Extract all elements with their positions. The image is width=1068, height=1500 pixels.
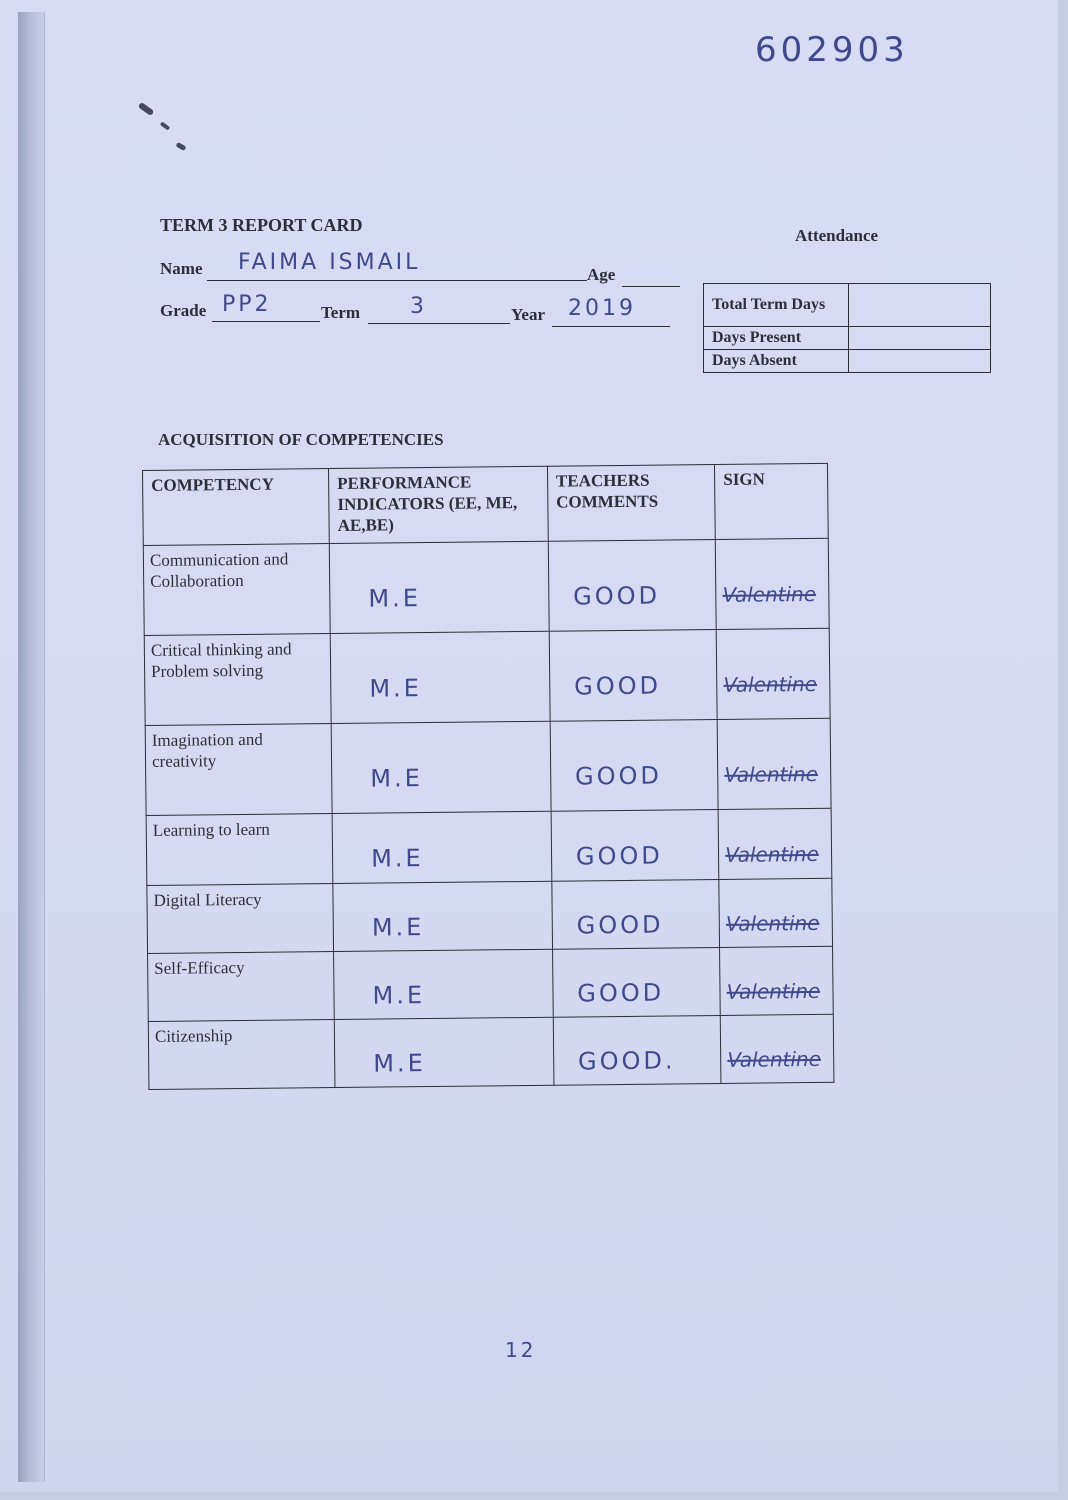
- year-value[interactable]: 2019: [568, 296, 636, 321]
- teacher-comment[interactable]: GOOD: [552, 879, 720, 949]
- teacher-comment[interactable]: GOOD: [549, 629, 717, 721]
- competency-table: [142, 463, 834, 1090]
- signature-text: Valentine: [726, 978, 821, 1004]
- age-line: [622, 268, 680, 287]
- serial-number: 602903: [755, 30, 909, 70]
- term-label: Term: [321, 303, 361, 322]
- teacher-signature: [717, 718, 831, 809]
- grade-label: Grade: [160, 301, 207, 320]
- attendance-value[interactable]: [849, 350, 991, 373]
- page-number: 12: [505, 1338, 537, 1362]
- header-sign: SIGN: [715, 463, 829, 539]
- teacher-signature: [719, 878, 833, 947]
- performance-indicator[interactable]: M.E: [330, 631, 550, 723]
- attendance-table: [703, 283, 991, 373]
- page-binding-edge: [18, 12, 45, 1482]
- term-value[interactable]: 3: [410, 294, 427, 319]
- performance-indicator[interactable]: M.E: [331, 721, 551, 813]
- attendance-value[interactable]: [849, 327, 991, 350]
- ink-mark: [175, 142, 186, 151]
- competency-row: [146, 808, 832, 885]
- signature-text: Valentine: [727, 1046, 822, 1072]
- teacher-comment[interactable]: GOOD.: [553, 1015, 721, 1085]
- signature-text: Valentine: [725, 910, 820, 936]
- teacher-signature: [715, 538, 829, 629]
- competency-name: Imagination and creativity: [145, 724, 332, 816]
- teacher-signature: [720, 1014, 834, 1083]
- teacher-comment[interactable]: GOOD: [550, 719, 718, 811]
- header-competency: COMPETENCY: [143, 469, 330, 546]
- signature-text: Valentine: [724, 761, 819, 787]
- competency-name: Digital Literacy: [147, 884, 334, 954]
- attendance-row: [704, 284, 991, 327]
- attendance-label: Days Present: [704, 327, 849, 350]
- signature-text: Valentine: [725, 841, 819, 867]
- header-comments: TEACHERS COMMENTS: [547, 465, 715, 542]
- attendance-row: [704, 350, 991, 373]
- grade-value[interactable]: PP2: [222, 292, 272, 317]
- performance-indicator[interactable]: M.E: [329, 541, 549, 633]
- performance-indicator[interactable]: M.E: [332, 811, 552, 883]
- ink-mark: [160, 121, 170, 130]
- teacher-signature: [718, 808, 832, 879]
- year-label: Year: [511, 305, 545, 324]
- attendance-row: [704, 327, 991, 350]
- teacher-signature: [716, 628, 830, 719]
- header-indicators: PERFORMANCE INDICATORS (EE, ME, AE,BE): [329, 466, 549, 543]
- attendance-title: Attendance: [795, 226, 879, 245]
- teacher-comment[interactable]: GOOD: [552, 947, 720, 1017]
- competency-name: Critical thinking and Problem solving: [144, 634, 331, 726]
- term-line: [368, 305, 510, 324]
- report-title: TERM 3 REPORT CARD: [160, 215, 363, 235]
- age-label: Age: [587, 265, 616, 284]
- attendance-label: Total Term Days: [704, 284, 849, 327]
- performance-indicator[interactable]: M.E: [334, 949, 553, 1019]
- signature-text: Valentine: [723, 671, 818, 697]
- performance-indicator[interactable]: M.E: [334, 1017, 553, 1087]
- competency-header-row: [143, 463, 829, 545]
- attendance-label: Days Absent: [704, 350, 849, 373]
- name-value[interactable]: FAIMA ISMAIL: [238, 250, 421, 275]
- performance-indicator[interactable]: M.E: [333, 881, 552, 951]
- signature-text: Valentine: [722, 581, 817, 607]
- competency-row: [148, 946, 834, 1021]
- name-label: Name: [160, 259, 203, 278]
- teacher-comment[interactable]: GOOD: [551, 809, 719, 881]
- competency-row: [143, 538, 829, 635]
- teacher-signature: [720, 946, 834, 1015]
- teacher-comment[interactable]: GOOD: [548, 539, 716, 631]
- competency-row: [147, 878, 833, 953]
- competency-name: Communication and Collaboration: [143, 544, 330, 636]
- competency-name: Self-Efficacy: [148, 952, 335, 1022]
- competency-name: Learning to learn: [146, 814, 333, 886]
- competency-row: [148, 1014, 834, 1089]
- competency-row: [145, 718, 831, 815]
- competency-row: [144, 628, 830, 725]
- competencies-section-title: ACQUISITION OF COMPETENCIES: [158, 430, 444, 449]
- attendance-value[interactable]: [849, 284, 991, 327]
- ink-mark: [138, 102, 155, 116]
- competency-name: Citizenship: [148, 1020, 335, 1090]
